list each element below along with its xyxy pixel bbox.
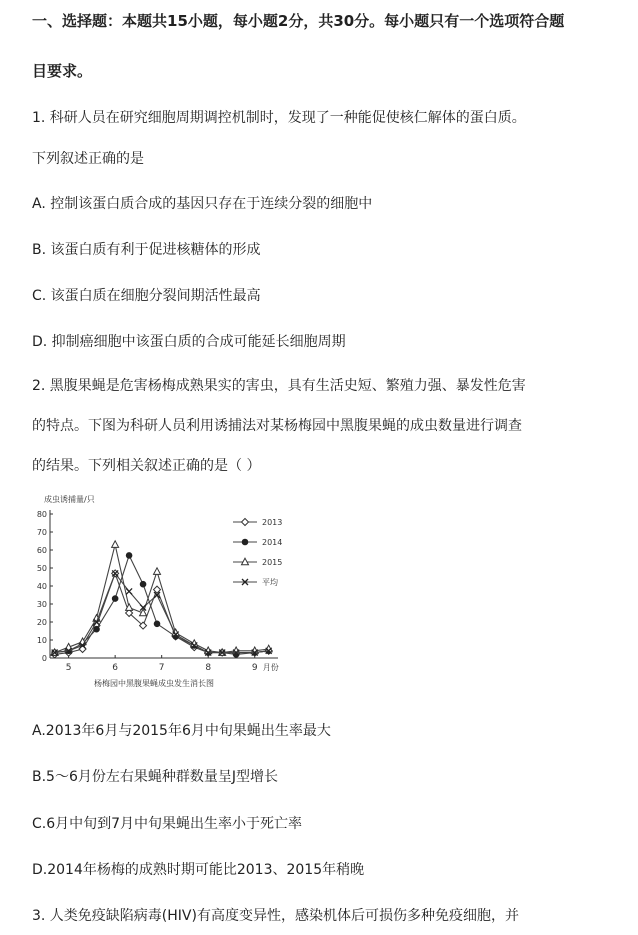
data-point	[112, 596, 118, 602]
x-tick-label: 5	[65, 663, 72, 673]
x-tick-label: 8	[205, 663, 212, 673]
data-point	[94, 626, 100, 632]
q2-option-d: D.2014年杨梅的成熟时期可能比2013、2015年稍晚	[32, 862, 365, 878]
legend-label-3: 平均	[262, 578, 278, 587]
q1-stem-line2: 下列叙述正确的是	[32, 151, 144, 167]
x-tick-label: 7	[158, 663, 165, 673]
q2-option-a: A.2013年6月与2015年6月中旬果蝇出生率最大	[32, 723, 331, 739]
section-header-line2: 目要求。	[32, 62, 93, 80]
q2-stem-line2: 的特点。下图为科研人员利用诱捕法对某杨梅园中黑腹果蝇的成虫数量进行调查	[32, 418, 522, 434]
section-header-line1: 一、选择题：本题共15小题，每小题2分，共30分。每小题只有一个选项符合题	[32, 12, 565, 30]
y-tick-label: 70	[36, 528, 47, 537]
legend-label-2: 2015	[262, 558, 283, 567]
q2-option-c: C.6月中旬到7月中旬果蝇出生率小于死亡率	[32, 816, 303, 832]
q1-option-d: D. 抑制癌细胞中该蛋白质的合成可能延长细胞周期	[32, 334, 346, 350]
data-point	[112, 541, 119, 548]
series-line-2	[55, 545, 269, 653]
y-tick-label: 20	[36, 618, 47, 627]
legend-label-1: 2014	[262, 538, 283, 547]
x-axis-label: 月份	[262, 663, 279, 672]
x-tick-label: 9	[251, 663, 258, 673]
y-tick-label: 60	[36, 546, 47, 555]
y-tick-label: 40	[36, 582, 47, 591]
data-point	[126, 588, 132, 594]
q2-stem-line3: 的结果。下列相关叙述正确的是（ ）	[32, 458, 261, 474]
data-point	[154, 621, 160, 627]
q2-stem-line1: 2. 黑腹果蝇是危害杨梅成熟果实的害虫，具有生活史短、繁殖力强、暴发性危害	[32, 378, 526, 394]
data-point	[126, 553, 132, 559]
fruitfly-population-chart	[28, 492, 298, 692]
legend-marker-1	[242, 539, 248, 545]
q3-stem-line1: 3. 人类免疫缺陷病毒(HIV)有高度变异性，感染机体后可损伤多种免疫细胞，并	[32, 908, 519, 924]
q2-option-b: B.5～6月份左右果蝇种群数量呈J型增长	[32, 769, 278, 785]
y-tick-label: 30	[36, 600, 47, 609]
y-tick-label: 50	[36, 564, 47, 573]
x-tick-label: 6	[112, 663, 119, 673]
y-tick-label: 0	[41, 654, 47, 663]
y-tick-label: 80	[36, 510, 47, 519]
q1-stem-line1: 1. 科研人员在研究细胞周期调控机制时，发现了一种能促使核仁解体的蛋白质。	[32, 110, 526, 126]
q1-option-c: C. 该蛋白质在细胞分裂间期活性最高	[32, 288, 261, 304]
q1-option-b: B. 该蛋白质有利于促进核糖体的形成	[32, 242, 261, 258]
q1-option-a: A. 控制该蛋白质合成的基因只存在于连续分裂的细胞中	[32, 196, 373, 212]
y-tick-label: 10	[36, 636, 47, 645]
y-axis-label: 成虫诱捕量/只	[44, 495, 95, 504]
data-point	[154, 568, 161, 575]
data-point	[140, 581, 146, 587]
legend-label-0: 2013	[262, 518, 283, 527]
chart-caption: 杨梅园中黑腹果蝇成虫发生消长图	[94, 679, 214, 688]
legend-marker-0	[242, 519, 249, 526]
